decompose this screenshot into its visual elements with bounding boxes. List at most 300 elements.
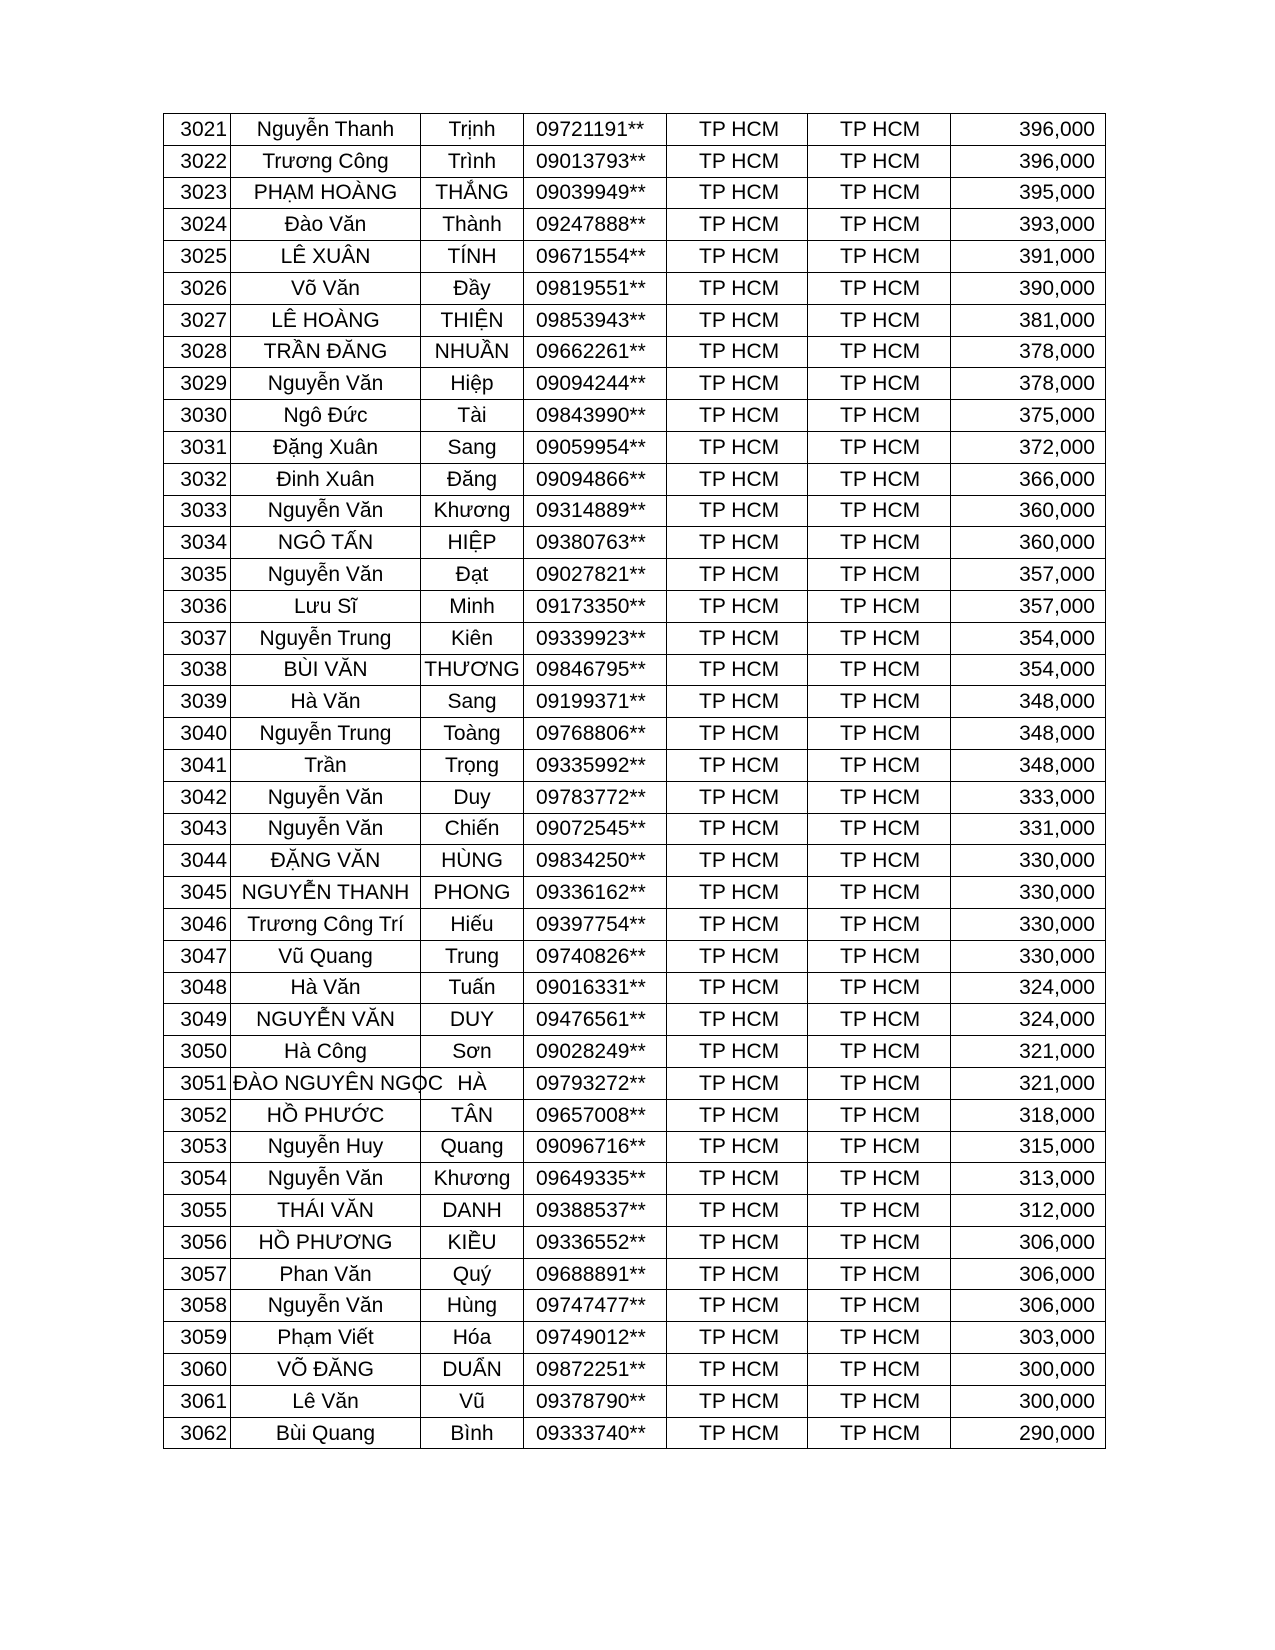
table-row bbox=[164, 1354, 1106, 1386]
row-number-cell: 3052 bbox=[164, 1099, 231, 1131]
phone-number-cell: 09039949** bbox=[524, 177, 667, 209]
table-row bbox=[164, 590, 1106, 622]
table-row bbox=[164, 1322, 1106, 1354]
amount-cell: 360,000 bbox=[951, 495, 1106, 527]
last-middle-name-cell: NGÔ TẤN bbox=[231, 527, 421, 559]
table-row bbox=[164, 114, 1106, 146]
city-cell: TP HCM bbox=[808, 463, 951, 495]
table-row bbox=[164, 304, 1106, 336]
last-middle-name-cell: Hà Văn bbox=[231, 686, 421, 718]
table-row bbox=[164, 368, 1106, 400]
amount-cell: 306,000 bbox=[951, 1290, 1106, 1322]
phone-number-cell: 09094866** bbox=[524, 463, 667, 495]
first-name-cell: KIỀU bbox=[421, 1226, 524, 1258]
phone-number-cell: 09846795** bbox=[524, 654, 667, 686]
city-cell: TP HCM bbox=[808, 877, 951, 909]
amount-cell: 324,000 bbox=[951, 972, 1106, 1004]
amount-cell: 357,000 bbox=[951, 590, 1106, 622]
table-row bbox=[164, 241, 1106, 273]
province-cell: TP HCM bbox=[667, 686, 808, 718]
phone-number-cell: 09819551** bbox=[524, 272, 667, 304]
amount-cell: 313,000 bbox=[951, 1163, 1106, 1195]
first-name-cell: Trịnh bbox=[421, 114, 524, 146]
first-name-cell: Vũ bbox=[421, 1385, 524, 1417]
row-number-cell: 3047 bbox=[164, 940, 231, 972]
table-row bbox=[164, 686, 1106, 718]
city-cell: TP HCM bbox=[808, 686, 951, 718]
city-cell: TP HCM bbox=[808, 1417, 951, 1449]
phone-number-cell: 09378790** bbox=[524, 1385, 667, 1417]
last-middle-name-cell: Hà Công bbox=[231, 1036, 421, 1068]
amount-cell: 348,000 bbox=[951, 718, 1106, 750]
last-middle-name-cell: Nguyễn Văn bbox=[231, 559, 421, 591]
province-cell: TP HCM bbox=[667, 368, 808, 400]
first-name-cell: Hiệp bbox=[421, 368, 524, 400]
first-name-cell: Toàng bbox=[421, 718, 524, 750]
table-row bbox=[164, 781, 1106, 813]
first-name-cell: Hùng bbox=[421, 1290, 524, 1322]
city-cell: TP HCM bbox=[808, 654, 951, 686]
amount-cell: 378,000 bbox=[951, 336, 1106, 368]
phone-number-cell: 09688891** bbox=[524, 1258, 667, 1290]
amount-cell: 381,000 bbox=[951, 304, 1106, 336]
city-cell: TP HCM bbox=[808, 622, 951, 654]
province-cell: TP HCM bbox=[667, 1258, 808, 1290]
last-middle-name-cell: Nguyễn Văn bbox=[231, 813, 421, 845]
first-name-cell: Đăng bbox=[421, 463, 524, 495]
last-middle-name-cell: THÁI VĂN bbox=[231, 1195, 421, 1227]
province-cell: TP HCM bbox=[667, 908, 808, 940]
city-cell: TP HCM bbox=[808, 495, 951, 527]
amount-cell: 306,000 bbox=[951, 1258, 1106, 1290]
amount-cell: 300,000 bbox=[951, 1354, 1106, 1386]
first-name-cell: Quý bbox=[421, 1258, 524, 1290]
row-number-cell: 3043 bbox=[164, 813, 231, 845]
row-number-cell: 3060 bbox=[164, 1354, 231, 1386]
row-number-cell: 3036 bbox=[164, 590, 231, 622]
province-cell: TP HCM bbox=[667, 304, 808, 336]
last-middle-name-cell: Trần bbox=[231, 749, 421, 781]
last-middle-name-cell: VÕ ĐĂNG bbox=[231, 1354, 421, 1386]
last-middle-name-cell: Ngô Đức bbox=[231, 400, 421, 432]
table-row bbox=[164, 400, 1106, 432]
phone-number-cell: 09094244** bbox=[524, 368, 667, 400]
phone-number-cell: 09476561** bbox=[524, 1004, 667, 1036]
province-cell: TP HCM bbox=[667, 431, 808, 463]
amount-cell: 331,000 bbox=[951, 813, 1106, 845]
row-number-cell: 3038 bbox=[164, 654, 231, 686]
province-cell: TP HCM bbox=[667, 940, 808, 972]
province-cell: TP HCM bbox=[667, 1226, 808, 1258]
row-number-cell: 3033 bbox=[164, 495, 231, 527]
province-cell: TP HCM bbox=[667, 1417, 808, 1449]
last-middle-name-cell: Nguyễn Văn bbox=[231, 1163, 421, 1195]
table-row bbox=[164, 1067, 1106, 1099]
first-name-cell: Sang bbox=[421, 431, 524, 463]
amount-cell: 290,000 bbox=[951, 1417, 1106, 1449]
city-cell: TP HCM bbox=[808, 145, 951, 177]
city-cell: TP HCM bbox=[808, 527, 951, 559]
province-cell: TP HCM bbox=[667, 654, 808, 686]
row-number-cell: 3048 bbox=[164, 972, 231, 1004]
first-name-cell: Minh bbox=[421, 590, 524, 622]
table-row bbox=[164, 431, 1106, 463]
phone-number-cell: 09649335** bbox=[524, 1163, 667, 1195]
row-number-cell: 3027 bbox=[164, 304, 231, 336]
province-cell: TP HCM bbox=[667, 209, 808, 241]
phone-number-cell: 09335992** bbox=[524, 749, 667, 781]
last-middle-name-cell: LÊ HOÀNG bbox=[231, 304, 421, 336]
last-middle-name-cell: Lê Văn bbox=[231, 1385, 421, 1417]
row-number-cell: 3049 bbox=[164, 1004, 231, 1036]
last-middle-name-cell: Võ Văn bbox=[231, 272, 421, 304]
first-name-cell: Khương bbox=[421, 495, 524, 527]
last-middle-name-cell: TRẦN ĐĂNG bbox=[231, 336, 421, 368]
first-name-cell: NHUẦN bbox=[421, 336, 524, 368]
province-cell: TP HCM bbox=[667, 749, 808, 781]
city-cell: TP HCM bbox=[808, 1385, 951, 1417]
row-number-cell: 3037 bbox=[164, 622, 231, 654]
row-number-cell: 3059 bbox=[164, 1322, 231, 1354]
province-cell: TP HCM bbox=[667, 1195, 808, 1227]
last-middle-name-cell: Lưu Sĩ bbox=[231, 590, 421, 622]
phone-number-cell: 09333740** bbox=[524, 1417, 667, 1449]
province-cell: TP HCM bbox=[667, 177, 808, 209]
phone-number-cell: 09793272** bbox=[524, 1067, 667, 1099]
last-middle-name-cell: NGUYỄN THANH bbox=[231, 877, 421, 909]
last-middle-name-cell: Phạm Viết bbox=[231, 1322, 421, 1354]
first-name-cell: Bình bbox=[421, 1417, 524, 1449]
last-middle-name-cell: Nguyễn Trung bbox=[231, 718, 421, 750]
row-number-cell: 3051 bbox=[164, 1067, 231, 1099]
city-cell: TP HCM bbox=[808, 940, 951, 972]
city-cell: TP HCM bbox=[808, 304, 951, 336]
table-row bbox=[164, 1099, 1106, 1131]
last-middle-name-cell: Nguyễn Văn bbox=[231, 1290, 421, 1322]
city-cell: TP HCM bbox=[808, 813, 951, 845]
city-cell: TP HCM bbox=[808, 781, 951, 813]
phone-number-cell: 09397754** bbox=[524, 908, 667, 940]
city-cell: TP HCM bbox=[808, 972, 951, 1004]
phone-number-cell: 09783772** bbox=[524, 781, 667, 813]
row-number-cell: 3031 bbox=[164, 431, 231, 463]
amount-cell: 312,000 bbox=[951, 1195, 1106, 1227]
last-middle-name-cell: Đinh Xuân bbox=[231, 463, 421, 495]
row-number-cell: 3055 bbox=[164, 1195, 231, 1227]
row-number-cell: 3021 bbox=[164, 114, 231, 146]
table-row bbox=[164, 1290, 1106, 1322]
phone-number-cell: 09247888** bbox=[524, 209, 667, 241]
city-cell: TP HCM bbox=[808, 590, 951, 622]
phone-number-cell: 09059954** bbox=[524, 431, 667, 463]
province-cell: TP HCM bbox=[667, 1067, 808, 1099]
amount-cell: 393,000 bbox=[951, 209, 1106, 241]
province-cell: TP HCM bbox=[667, 336, 808, 368]
amount-cell: 330,000 bbox=[951, 940, 1106, 972]
province-cell: TP HCM bbox=[667, 463, 808, 495]
row-number-cell: 3046 bbox=[164, 908, 231, 940]
amount-cell: 300,000 bbox=[951, 1385, 1106, 1417]
city-cell: TP HCM bbox=[808, 209, 951, 241]
row-number-cell: 3050 bbox=[164, 1036, 231, 1068]
last-middle-name-cell: Bùi Quang bbox=[231, 1417, 421, 1449]
table-row bbox=[164, 1163, 1106, 1195]
table-row bbox=[164, 209, 1106, 241]
phone-number-cell: 09339923** bbox=[524, 622, 667, 654]
first-name-cell: Chiến bbox=[421, 813, 524, 845]
first-name-cell: Kiên bbox=[421, 622, 524, 654]
table-row bbox=[164, 908, 1106, 940]
first-name-cell: HÙNG bbox=[421, 845, 524, 877]
row-number-cell: 3040 bbox=[164, 718, 231, 750]
phone-number-cell: 09016331** bbox=[524, 972, 667, 1004]
city-cell: TP HCM bbox=[808, 749, 951, 781]
city-cell: TP HCM bbox=[808, 177, 951, 209]
first-name-cell: DUẨN bbox=[421, 1354, 524, 1386]
first-name-cell: HIỆP bbox=[421, 527, 524, 559]
last-middle-name-cell: ĐẶNG VĂN bbox=[231, 845, 421, 877]
last-middle-name-cell: Nguyễn Văn bbox=[231, 495, 421, 527]
last-middle-name-cell: Trương Công bbox=[231, 145, 421, 177]
table-row bbox=[164, 845, 1106, 877]
row-number-cell: 3042 bbox=[164, 781, 231, 813]
last-middle-name-cell: Đặng Xuân bbox=[231, 431, 421, 463]
row-number-cell: 3058 bbox=[164, 1290, 231, 1322]
last-middle-name-cell: PHẠM HOÀNG bbox=[231, 177, 421, 209]
city-cell: TP HCM bbox=[808, 1036, 951, 1068]
city-cell: TP HCM bbox=[808, 1067, 951, 1099]
city-cell: TP HCM bbox=[808, 114, 951, 146]
row-number-cell: 3054 bbox=[164, 1163, 231, 1195]
city-cell: TP HCM bbox=[808, 272, 951, 304]
data-table bbox=[163, 113, 1106, 1449]
row-number-cell: 3026 bbox=[164, 272, 231, 304]
first-name-cell: Quang bbox=[421, 1131, 524, 1163]
phone-number-cell: 09740826** bbox=[524, 940, 667, 972]
table-row bbox=[164, 1036, 1106, 1068]
amount-cell: 390,000 bbox=[951, 272, 1106, 304]
first-name-cell: TÂN bbox=[421, 1099, 524, 1131]
first-name-cell: Sơn bbox=[421, 1036, 524, 1068]
amount-cell: 330,000 bbox=[951, 877, 1106, 909]
phone-number-cell: 09028249** bbox=[524, 1036, 667, 1068]
first-name-cell: Hiếu bbox=[421, 908, 524, 940]
last-middle-name-cell: Vũ Quang bbox=[231, 940, 421, 972]
city-cell: TP HCM bbox=[808, 1004, 951, 1036]
amount-cell: 306,000 bbox=[951, 1226, 1106, 1258]
city-cell: TP HCM bbox=[808, 908, 951, 940]
first-name-cell: Sang bbox=[421, 686, 524, 718]
row-number-cell: 3039 bbox=[164, 686, 231, 718]
amount-cell: 395,000 bbox=[951, 177, 1106, 209]
row-number-cell: 3056 bbox=[164, 1226, 231, 1258]
table-row bbox=[164, 1195, 1106, 1227]
city-cell: TP HCM bbox=[808, 1131, 951, 1163]
row-number-cell: 3022 bbox=[164, 145, 231, 177]
row-number-cell: 3032 bbox=[164, 463, 231, 495]
row-number-cell: 3053 bbox=[164, 1131, 231, 1163]
first-name-cell: DUY bbox=[421, 1004, 524, 1036]
phone-number-cell: 09027821** bbox=[524, 559, 667, 591]
phone-number-cell: 09749012** bbox=[524, 1322, 667, 1354]
last-middle-name-cell: Nguyễn Huy bbox=[231, 1131, 421, 1163]
city-cell: TP HCM bbox=[808, 559, 951, 591]
table-row bbox=[164, 1004, 1106, 1036]
province-cell: TP HCM bbox=[667, 559, 808, 591]
city-cell: TP HCM bbox=[808, 431, 951, 463]
phone-number-cell: 09388537** bbox=[524, 1195, 667, 1227]
row-number-cell: 3028 bbox=[164, 336, 231, 368]
first-name-cell: Đạt bbox=[421, 559, 524, 591]
amount-cell: 348,000 bbox=[951, 749, 1106, 781]
province-cell: TP HCM bbox=[667, 145, 808, 177]
last-middle-name-cell: Nguyễn Văn bbox=[231, 368, 421, 400]
last-middle-name-cell: HỒ PHƯƠNG bbox=[231, 1226, 421, 1258]
city-cell: TP HCM bbox=[808, 1290, 951, 1322]
amount-cell: 375,000 bbox=[951, 400, 1106, 432]
last-middle-name-cell: Nguyễn Trung bbox=[231, 622, 421, 654]
phone-number-cell: 09843990** bbox=[524, 400, 667, 432]
phone-number-cell: 09199371** bbox=[524, 686, 667, 718]
row-number-cell: 3023 bbox=[164, 177, 231, 209]
province-cell: TP HCM bbox=[667, 590, 808, 622]
row-number-cell: 3062 bbox=[164, 1417, 231, 1449]
table-row bbox=[164, 1226, 1106, 1258]
phone-number-cell: 09096716** bbox=[524, 1131, 667, 1163]
province-cell: TP HCM bbox=[667, 272, 808, 304]
amount-cell: 372,000 bbox=[951, 431, 1106, 463]
table-row bbox=[164, 622, 1106, 654]
table-row bbox=[164, 654, 1106, 686]
table-row bbox=[164, 749, 1106, 781]
row-number-cell: 3029 bbox=[164, 368, 231, 400]
first-name-cell: Trung bbox=[421, 940, 524, 972]
first-name-cell: HÀ bbox=[421, 1067, 524, 1099]
phone-number-cell: 09336162** bbox=[524, 877, 667, 909]
amount-cell: 378,000 bbox=[951, 368, 1106, 400]
last-middle-name-cell: Hà Văn bbox=[231, 972, 421, 1004]
last-middle-name-cell: LÊ XUÂN bbox=[231, 241, 421, 273]
phone-number-cell: 09336552** bbox=[524, 1226, 667, 1258]
province-cell: TP HCM bbox=[667, 622, 808, 654]
row-number-cell: 3061 bbox=[164, 1385, 231, 1417]
first-name-cell: Hóa bbox=[421, 1322, 524, 1354]
city-cell: TP HCM bbox=[808, 336, 951, 368]
city-cell: TP HCM bbox=[808, 1354, 951, 1386]
province-cell: TP HCM bbox=[667, 114, 808, 146]
city-cell: TP HCM bbox=[808, 1195, 951, 1227]
last-middle-name-cell: NGUYỄN VĂN bbox=[231, 1004, 421, 1036]
first-name-cell: Trọng bbox=[421, 749, 524, 781]
first-name-cell: TÍNH bbox=[421, 241, 524, 273]
city-cell: TP HCM bbox=[808, 241, 951, 273]
row-number-cell: 3025 bbox=[164, 241, 231, 273]
table-row bbox=[164, 1417, 1106, 1449]
row-number-cell: 3035 bbox=[164, 559, 231, 591]
last-middle-name-cell: HỒ PHƯỚC bbox=[231, 1099, 421, 1131]
table-row bbox=[164, 1258, 1106, 1290]
first-name-cell: THIỆN bbox=[421, 304, 524, 336]
table-row bbox=[164, 145, 1106, 177]
last-middle-name-cell: Đào Văn bbox=[231, 209, 421, 241]
city-cell: TP HCM bbox=[808, 368, 951, 400]
table-row bbox=[164, 463, 1106, 495]
row-number-cell: 3041 bbox=[164, 749, 231, 781]
table-body bbox=[164, 114, 1106, 1449]
table-row bbox=[164, 177, 1106, 209]
table-row bbox=[164, 718, 1106, 750]
city-cell: TP HCM bbox=[808, 1099, 951, 1131]
city-cell: TP HCM bbox=[808, 400, 951, 432]
first-name-cell: Trình bbox=[421, 145, 524, 177]
phone-number-cell: 09834250** bbox=[524, 845, 667, 877]
amount-cell: 330,000 bbox=[951, 908, 1106, 940]
phone-number-cell: 09314889** bbox=[524, 495, 667, 527]
amount-cell: 318,000 bbox=[951, 1099, 1106, 1131]
amount-cell: 348,000 bbox=[951, 686, 1106, 718]
row-number-cell: 3024 bbox=[164, 209, 231, 241]
phone-number-cell: 09768806** bbox=[524, 718, 667, 750]
city-cell: TP HCM bbox=[808, 1322, 951, 1354]
province-cell: TP HCM bbox=[667, 1354, 808, 1386]
amount-cell: 354,000 bbox=[951, 622, 1106, 654]
province-cell: TP HCM bbox=[667, 1131, 808, 1163]
last-middle-name-cell: BÙI VĂN bbox=[231, 654, 421, 686]
table-row bbox=[164, 495, 1106, 527]
amount-cell: 330,000 bbox=[951, 845, 1106, 877]
first-name-cell: Duy bbox=[421, 781, 524, 813]
province-cell: TP HCM bbox=[667, 781, 808, 813]
table-row bbox=[164, 336, 1106, 368]
first-name-cell: Khương bbox=[421, 1163, 524, 1195]
last-middle-name-cell: Trương Công Trí bbox=[231, 908, 421, 940]
last-middle-name-cell: ĐÀO NGUYÊN NGỌC bbox=[231, 1067, 421, 1099]
amount-cell: 396,000 bbox=[951, 114, 1106, 146]
province-cell: TP HCM bbox=[667, 1099, 808, 1131]
province-cell: TP HCM bbox=[667, 527, 808, 559]
province-cell: TP HCM bbox=[667, 845, 808, 877]
first-name-cell: THẮNG bbox=[421, 177, 524, 209]
first-name-cell: Đầy bbox=[421, 272, 524, 304]
phone-number-cell: 09671554** bbox=[524, 241, 667, 273]
amount-cell: 321,000 bbox=[951, 1067, 1106, 1099]
amount-cell: 315,000 bbox=[951, 1131, 1106, 1163]
city-cell: TP HCM bbox=[808, 1163, 951, 1195]
amount-cell: 321,000 bbox=[951, 1036, 1106, 1068]
province-cell: TP HCM bbox=[667, 972, 808, 1004]
row-number-cell: 3045 bbox=[164, 877, 231, 909]
first-name-cell: Tài bbox=[421, 400, 524, 432]
city-cell: TP HCM bbox=[808, 1226, 951, 1258]
phone-number-cell: 09072545** bbox=[524, 813, 667, 845]
row-number-cell: 3044 bbox=[164, 845, 231, 877]
table-row bbox=[164, 1385, 1106, 1417]
province-cell: TP HCM bbox=[667, 718, 808, 750]
row-number-cell: 3034 bbox=[164, 527, 231, 559]
phone-number-cell: 09380763** bbox=[524, 527, 667, 559]
phone-number-cell: 09853943** bbox=[524, 304, 667, 336]
table-row bbox=[164, 940, 1106, 972]
province-cell: TP HCM bbox=[667, 1036, 808, 1068]
city-cell: TP HCM bbox=[808, 845, 951, 877]
row-number-cell: 3030 bbox=[164, 400, 231, 432]
amount-cell: 396,000 bbox=[951, 145, 1106, 177]
phone-number-cell: 09657008** bbox=[524, 1099, 667, 1131]
first-name-cell: THƯƠNG bbox=[421, 654, 524, 686]
table-row bbox=[164, 559, 1106, 591]
province-cell: TP HCM bbox=[667, 241, 808, 273]
table-row bbox=[164, 972, 1106, 1004]
